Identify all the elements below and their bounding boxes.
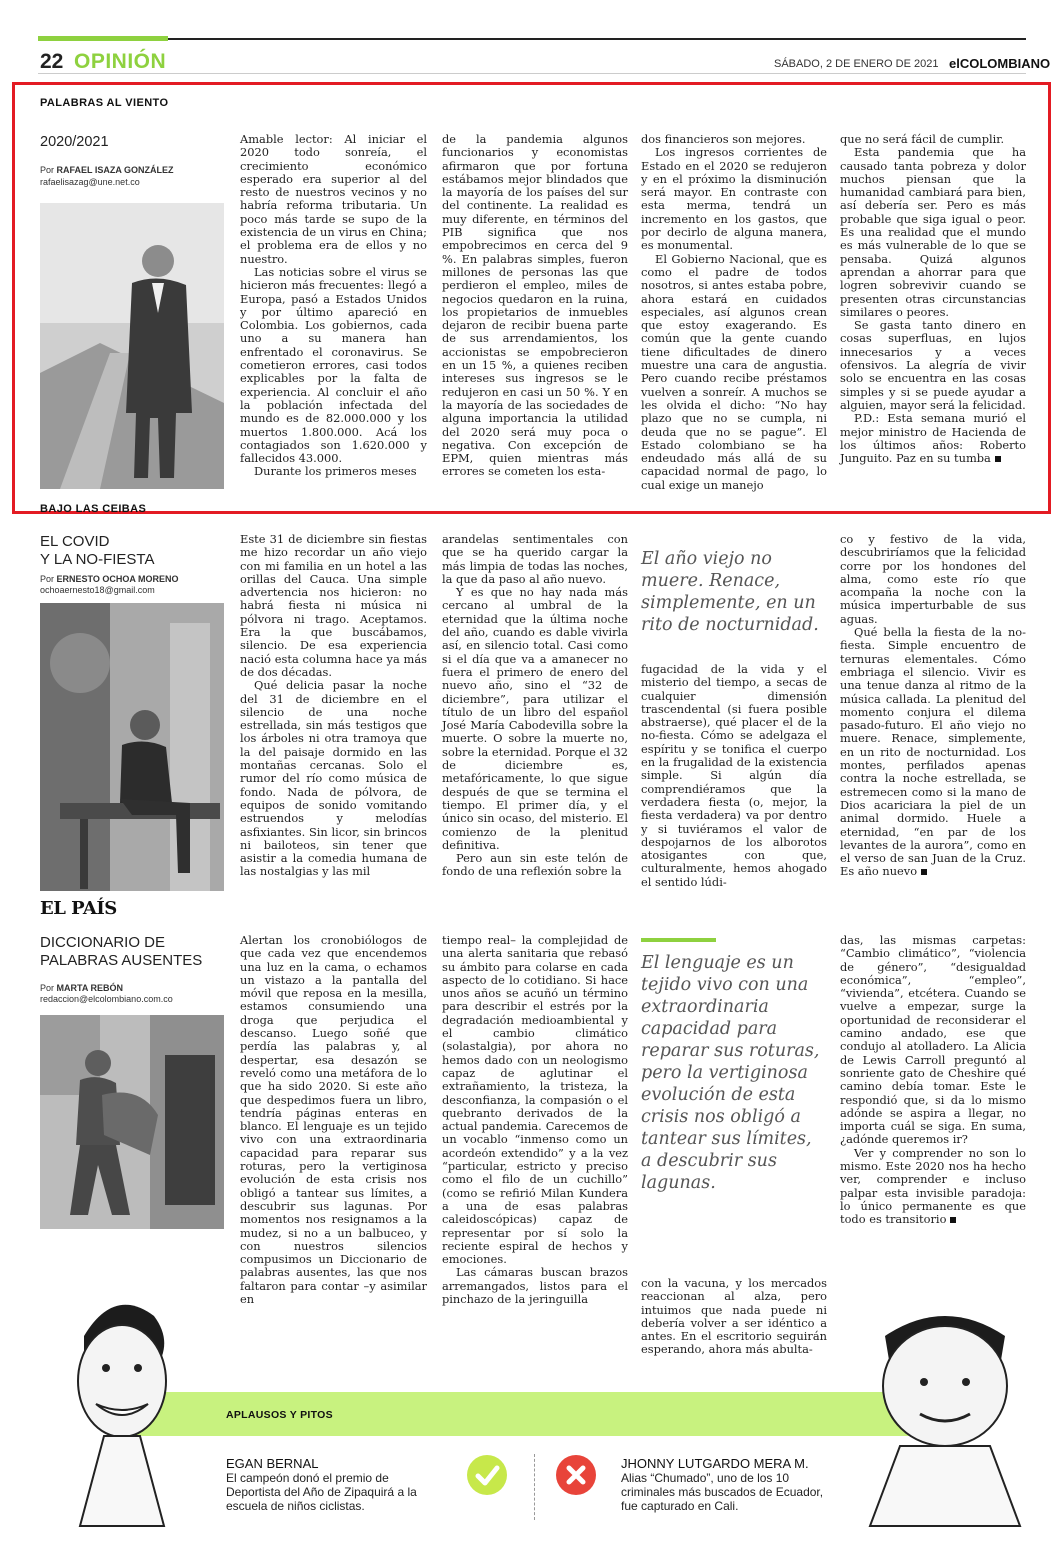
article-column-4: das, las mismas carpetas: “Cambio climático”, “violencia de género”, “desigualdad económica”, “empleo”, “vivienda”, etcétera. Cuando se vuelve a empezar, surge la oportunidad de reconsiderar el camino andado, ese que condujo al atolladero. La Alicia de Lewis Carroll preguntó al sonriente gato de Cheshire qué camino debía tomar. Este le respondió que, si da lo mismo adónde se aspira a llegar, no importa cuál se siga. En suma, ¿adónde queremos ir? Ver y comprender no son lo mismo. Este 2020 nos ha hecho ver, comprender e incluso palpar esta invisible paradoja: lo único permanente es que todo es transitorio [840, 933, 1026, 1227]
applause-divider [534, 1454, 535, 1520]
article-byline: Por ERNESTO OCHOA MORENO [40, 574, 179, 584]
header-accent-bar [38, 36, 168, 41]
article-title: 2020/2021 [40, 134, 109, 150]
article-byline: Por MARTA REBÓN [40, 983, 124, 993]
end-of-article-mark [950, 1217, 956, 1223]
applause-title: APLAUSOS Y PITOS [226, 1409, 333, 1421]
article-column-2: tiempo real– la complejidad de una alerta sanitaria que rebasó su ámbito para colarse en cada aspecto de lo cotidiano. Si hace unos años se acuñó un término para describir el estrés por la degradación medioambiental y el cambio climático (solastalgia), por ahora no hemos dado con un neologismo capaz de aglutinar el extrañamiento, la tristeza, la desconfianza, la compasión o el quebranto derivados de la actual pandemia. Carecemos de un vocablo “inmenso como un acordeón extendido” y a la vez “particular, estricto y preciso como el filo de un cuchillo” (como se refirió Milan Kundera a una de esas palabras caleidoscópicas) capaz de representar por sí solo la reciente espiral de hechos y emociones. Las cámaras buscan brazos arremangados, listos para el pinchazo de la jeringuilla [442, 933, 628, 1307]
pull-quote-accent [641, 938, 716, 942]
article-photo [40, 1015, 224, 1229]
publication-date: SÁBADO, 2 DE ENERO DE 2021 [774, 58, 939, 70]
whistle-description: Alias “Chumado”, uno de los 10 criminales más buscados de Ecuador, fue capturado en Cali. [621, 1471, 824, 1513]
article-column-3: fugacidad de la vida y el misterio del tiempo, a secas de cualquier dimensión trascendental (si fuera posible abstraerse), qué placer el de la no-fiesta. Cómo se adelgaza el espíritu y se tonifica el cuerpo en la frugalidad de la existencia simple. Si algún día comprendiéramos que la verdadera fiesta (o, mejor, la fiesta verdadera) va por dentro y si tuviéramos el valor de despojarnos de los alborotos atosigantes con que, culturalmente, hemos ahogado el sentido lúdi- [641, 662, 827, 889]
article-column-1: Amable lector: Al iniciar el 2020 todo sonreía, el crecimiento económico esperado era superior al del resto de nuestros vecinos y no habría reforma tributaria. Un poco más tarde se supo de la existencia de un virus en China; el problema era de ellos y no nuestro. Las noticias sobre el virus se hicieron más frecuentes: llegó a Europa, pasó a Estados Unidos y por último apareció en Colombia. Los gobiernos, cada uno a su manera han enfrentado el coronavirus. Se cometieron errores, casi todos explicables por la falta de experiencia. Al concluir el año la población infectada del mundo es de 82.000.000 y los muertos 1.800.000. Acá los contagiados son 1.620.000 y fallecidos 43.000. Durante los primeros meses [240, 132, 427, 479]
article-column-3: con la vacuna, y los mercados reaccionan al alza, pero intuimos que nada puede ni debería volver a ser idéntico a antes. En el escritorio seguirán esperando, ahora más abulta- [641, 1276, 827, 1357]
highlight-box [12, 82, 1051, 514]
article-column-4: co y festivo de la vida, descubriríamos que la felicidad corre por los hondones del alma, como este río que acompaña la noche con la música imperturbable de sus aguas. Qué bella la fiesta de la no-fiesta. Simple encuentro de ternuras elementales. Cómo embriaga el silencio. Vivir es una tenue danza al ritmo de la música callada. La plenitud del momento conjura el dilema pasado-futuro. El año viejo no muere. Renace, simplemente, en un rito de nocturnidad. Los montes, perfilados apenas contra la noche estrellada, se estremecen como si la mano de Dios acariciara la piel de un animal dormido. Huele a eternidad, “en par de los levantes de la aurora”, como en el verso de san Juan de la Cruz. Es año nuevo [840, 532, 1026, 879]
applause-description: El campeón donó el premio de Deportista del Año de Zipaquirá a la escuela de niños ciclistas. [226, 1471, 417, 1513]
article-kicker: BAJO LAS CEIBAS [40, 503, 147, 515]
publication-logo: elCOLOMBIANO [949, 56, 1051, 71]
cross-icon [556, 1455, 596, 1495]
caricature-left [44, 1276, 194, 1526]
pull-quote: El lenguaje es un tejido vivo con una extraordinaria capacidad para reparar sus roturas, pero la vertiginosa evolución de esta crisis nos obligó a tantear sus límites, a descubrir sus lagunas. [641, 953, 820, 1193]
author-email: redaccion@elcolombiano.com.co [40, 994, 173, 1004]
applause-name: EGAN BERNAL [226, 1456, 319, 1471]
source-logo: EL PAÍS [40, 898, 117, 919]
page-header [38, 38, 1051, 74]
author-name: MARTA REBÓN [56, 983, 124, 993]
article-column-2: arandelas sentimentales con que se ha querido cargar la más limpia de todas las noches, la que da paso al año nuevo. Y es que no hay nada más cercano al umbral de la eternidad que la última noche del año, cuando es dable vivirla así, en silencio total. Casi como si el día que va a amanecer no fuera el primero de enero del nuevo año, sino el “32 de diciembre”, para utilizar el título de un libro del español José María Cabodevilla sobre la muerte. O sobre la muerte no, sobre la eternidad. Porque el 32 de diciembre es, metafóricamente, lo que sigue después de que se termina el tiempo. El primer día, y el único sin ocaso, del misterio. El comienzo de la plenitud definitiva. Pero aun sin este telón de fondo de una reflexión sobre la [442, 532, 628, 879]
article-column-1: Este 31 de diciembre sin fiestas me hizo recordar un año viejo con mi familia en un hotel a las orillas del Cauca. Una simple advertencia nos hicieron: no habrá fiesta ni música ni pólvora ni trago. Aceptamos. Era la que buscábamos, silencio. De esa experiencia nació esta columna hace ya más de dos décadas. Qué delicia pasar la noche del 31 de diciembre en el silencio de una noche estrellada, sin más testigos que los árboles ni otra tramoya que la del paisaje dormido en las montañas cercanas. Solo el rumor del río como música de fondo. Nada de pólvora, de equipos de sonido vomitando estruendos y melodías asfixiantes. Sin licor, sin brincos ni bailoteos, sin tener que asistir a la comedia humana de las nostalgias y las mil [240, 532, 427, 879]
article-title: DICCIONARIO DE PALABRAS AUSENTES [40, 934, 203, 969]
author-email: ochoaernesto18@gmail.com [40, 585, 155, 595]
article-column-1: Alertan los cronobiólogos de que cada vez que encendemos una luz en la cama, o echamos un vistazo a la pantalla del móvil que reposa en la mesilla, estamos consumiendo una droga que perjudica el descanso. Luego soñé que perdía las palabras y, al despertar, esa desazón se reveló como una metáfora de lo que ha sido 2020. Si este año que despedimos fuera un libro, tendría páginas enteras en blanco. El lenguaje es un tejido vivo con una extraordinaria capacidad para reparar sus roturas, pero la vertiginosa evolución de esta crisis nos obligó a tantear sus límites, a descubrir sus lagunas. Por momentos nos resignamos a la mudez, si no a un balbuceo, y con nuestros silencios compusimos un Diccionario de palabras ausentes, las que nos faltaron para contar –y asimilar en [240, 933, 427, 1307]
article-title: EL COVID Y LA NO-FIESTA [40, 533, 155, 568]
article-kicker: PALABRAS AL VIENTO [40, 97, 169, 109]
section-title: OPINIÓN [74, 50, 167, 73]
author-email: rafaelisazag@une.net.co [40, 177, 140, 187]
author-name: RAFAEL ISAZA GONZÁLEZ [56, 165, 174, 175]
author-name: ERNESTO OCHOA MORENO [56, 574, 179, 584]
article-column-4: que no será fácil de cumplir. Esta pandemia que ha causado tanta pobreza y dolor muchos piensan que la humanidad cambiará para bien, así debería ser. Pero es más probable que siga igual o peor. Es una realidad que el mundo es más vulnerable de lo que se pensaba. Quizá algunos aprendan a ahorrar para que logren sobrevivir cuando se presenten otras circunstancias similares o peores. Se gasta tanto dinero en cosas superfluas, en lujos innecesarios y a veces ofensivos. La alegría de vivir solo se encuentra en las cosas simples y si se puede ayudar a alguien, mayor será la felicidad. P.D.: Esta semana murió el mejor ministro de Hacienda de los últimos años: Roberto Junguito. Paz en su tumba [840, 132, 1026, 466]
checkmark-icon [467, 1455, 507, 1495]
article-column-2: de la pandemia algunos funcionarios y economistas afirmaron que por fortuna estábamos mejor blindados que la mayoría de los países del sur del continente. La realidad es muy diferente, en términos del PIB significa que nos empobrecimos en cerca del 9 %. En palabras simples, fueron millones de personas las que perdieron el empleo, miles de negocios quedaron en la ruina, los propietarios de inmuebles dejaron de recibir buena parte de sus arrendamientos, los accionistas se empobrecieron en un 15 %, a quienes reciben intereses sus ingresos se le redujeron en casi un 50 %. Y en la mayoría de las sociedades de alguna importancia la utilidad del 2020 será muy poca o negativa. Con excepción de EPM, quien mientras más errores se cometen los esta- [442, 132, 628, 479]
caricature-right [860, 1296, 1030, 1526]
page-number: 22 [40, 50, 64, 73]
article-column-3: dos financieros son mejores. Los ingresos corrientes de Estado en el 2020 se redujeron y en el próximo la disminución será mayor. En contraste con esta merma, tendrá un incremento en los gastos, que por decirlo de alguna manera, es monumental. El Gobierno Nacional, que es como el padre de todos nosotros, si antes estaba pobre, ahora estará en cuidados especiales, así algunos crean que estoy exagerando. Es común que la gente cuando tiene dificultades de dinero muestre una cara de angustia. Pero cuando recibe préstamos vuelven a sonreír. A muchos se les olvida el dicho: “No hay plazo que no se cumpla, ni deuda que no se pague”. El Estado colombiano se ha endeudado más allá de su capacidad normal de pago, lo cual exige un manejo [641, 132, 827, 492]
article-byline: Por RAFAEL ISAZA GONZÁLEZ [40, 165, 174, 175]
pull-quote: El año viejo no muere. Renace, simplemente, en un rito de nocturnidad. [641, 549, 819, 635]
author-photo [40, 603, 224, 891]
end-of-article-mark [921, 869, 927, 875]
whistle-name: JHONNY LUTGARDO MERA M. [621, 1456, 809, 1471]
